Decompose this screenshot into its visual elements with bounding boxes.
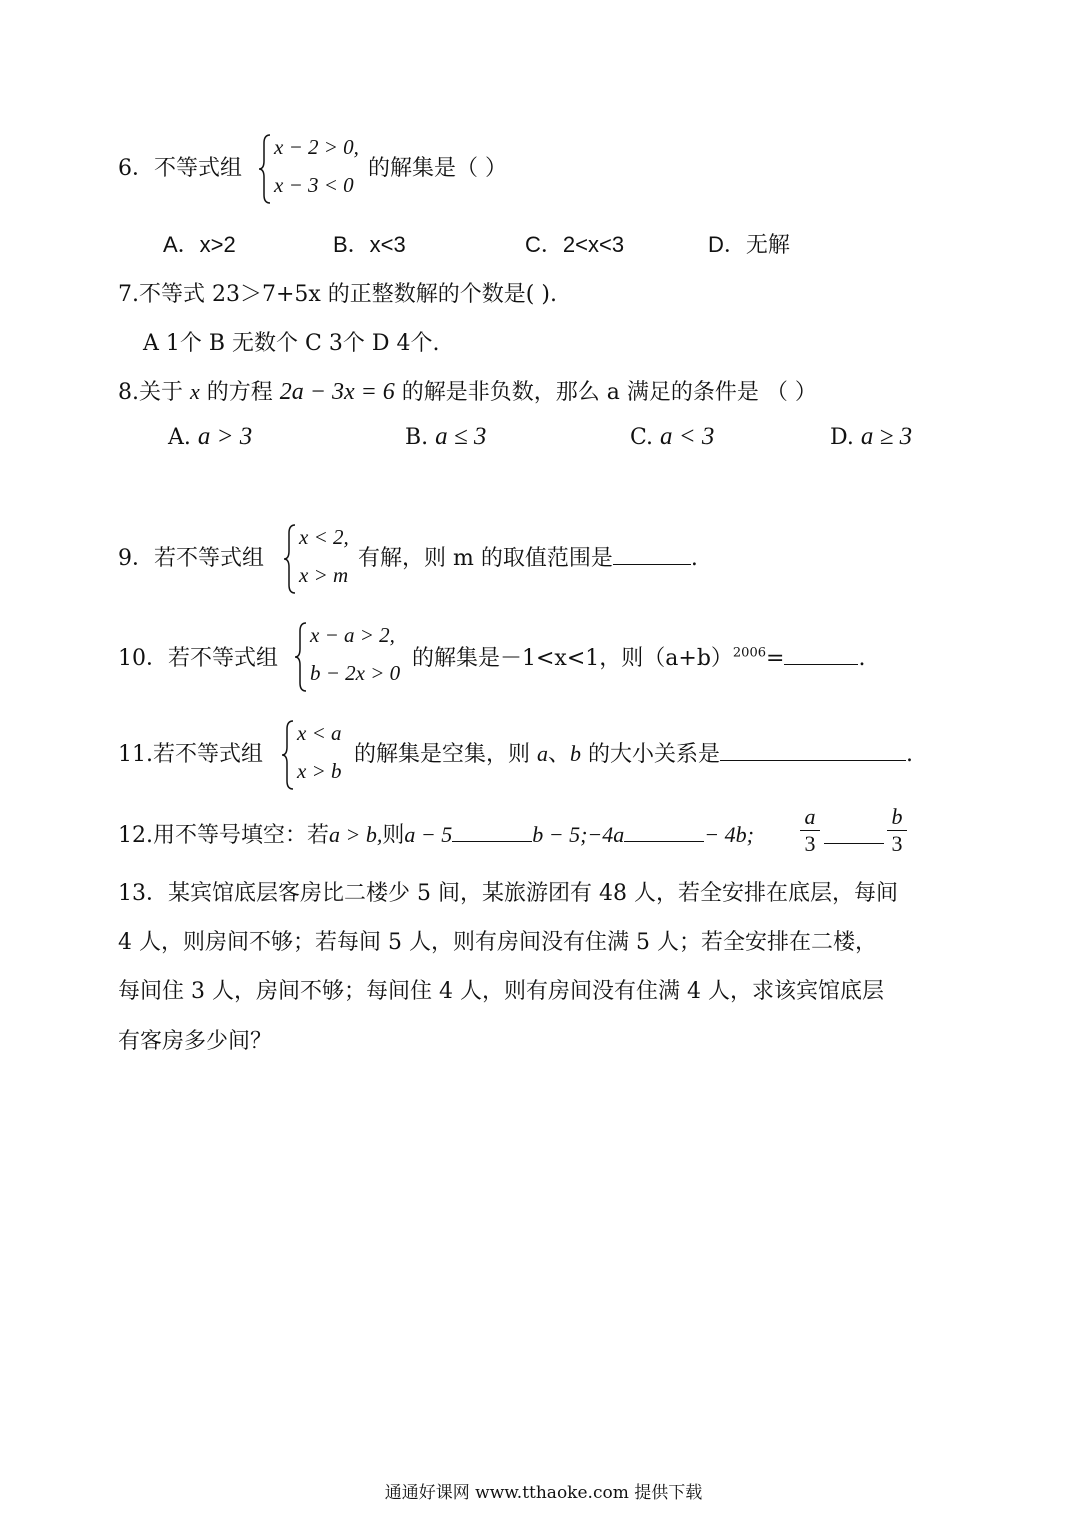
q12-blank-3[interactable] xyxy=(824,823,884,844)
q12-expr3: −4a xyxy=(587,822,625,847)
q9-suffix xyxy=(358,541,698,572)
q8-var: x xyxy=(189,379,200,404)
q6-option-d: D．无解 xyxy=(708,232,790,257)
q8-option-a-label: A. xyxy=(168,425,191,450)
q8-part1: 8.关于 xyxy=(118,380,190,405)
q8-text xyxy=(118,375,817,406)
q8-option-c-value: a < 3 xyxy=(660,423,715,450)
q11-separator: 、 xyxy=(548,742,571,767)
q13-line1: 13．某宾馆底层客房比二楼少 5 间，某旅游团有 48 人，若全安排在底层，每间 xyxy=(118,881,898,906)
q11-suffix xyxy=(354,737,913,768)
q10-end: . xyxy=(858,646,866,671)
q8-option-c-label: C. xyxy=(630,425,654,450)
q11-suffix-text1: 的解集是空集，则 xyxy=(354,742,537,767)
q6-system xyxy=(258,133,368,205)
q12-fraction-b-numerator: b xyxy=(887,804,907,831)
q6-option-b: B．x<3 xyxy=(333,232,406,257)
brace-icon xyxy=(258,133,272,205)
q12-fraction-b xyxy=(887,804,907,857)
q12-condition: a > b, xyxy=(329,822,383,847)
q10-line1: x − a > 2, xyxy=(310,623,395,647)
q10-answer-blank[interactable] xyxy=(784,644,858,665)
q12-fraction-a xyxy=(800,804,820,857)
brace-icon xyxy=(283,523,297,595)
q12-expr2: b − 5; xyxy=(532,822,588,847)
q12-then: 则 xyxy=(382,823,405,848)
q11-var-b: b xyxy=(570,741,582,766)
q6-line1: x − 2 > 0, xyxy=(274,135,359,159)
q11-line1: x < a xyxy=(297,721,342,745)
q13-line3: 每间住 3 人，房间不够；每间住 4 人，则有房间没有住满 4 人，求该宾馆底层 xyxy=(118,979,884,1004)
brace-icon xyxy=(294,621,308,693)
q9-line1: x < 2, xyxy=(299,525,349,549)
q11-line2: x > b xyxy=(297,759,342,783)
q12-line xyxy=(118,818,754,849)
q11-var-a: a xyxy=(537,741,548,766)
q11-suffix-text2: 的大小关系是 xyxy=(581,742,721,767)
q8-option-a xyxy=(168,423,252,451)
q6-option-a: A．x>2 xyxy=(163,232,236,257)
q7-text: 7.不等式 23＞7+5x 的正整数解的个数是( ). xyxy=(118,282,557,307)
q10-suffix-text: 的解集是－1<x<1，则（a+b） xyxy=(412,646,733,671)
q8-option-d xyxy=(830,423,912,451)
q8-option-c xyxy=(630,423,714,451)
q10-system xyxy=(294,621,414,693)
q6-suffix: 的解集是（ ） xyxy=(368,156,507,181)
q10-equals: = xyxy=(766,646,785,671)
q12-prefix: 12.用不等号填空：若 xyxy=(118,823,329,848)
q12-fraction-a-denominator: 3 xyxy=(804,831,816,856)
q8-equation: 2a − 3x = 6 xyxy=(279,379,395,405)
q9-line2: x > m xyxy=(299,563,349,587)
q7-options: A 1个 B 无数个 C 3个 D 4个. xyxy=(143,331,440,356)
q12-expr1: a − 5 xyxy=(404,822,453,847)
q6-prefix: 6．不等式组 xyxy=(118,156,242,181)
q11-end: . xyxy=(906,742,914,767)
q6-line2: x − 3 < 0 xyxy=(274,173,354,197)
q12-fraction-b-denominator: 3 xyxy=(891,831,903,856)
q10-prefix: 10．若不等式组 xyxy=(118,646,278,671)
q11-system xyxy=(281,719,361,791)
q9-answer-blank[interactable] xyxy=(613,544,691,565)
q8-part3: 的解是非负数，那么 a 满足的条件是 （ ） xyxy=(394,380,817,405)
q12-blank-1[interactable] xyxy=(452,821,532,842)
q8-option-b-value: a ≤ 3 xyxy=(435,423,487,450)
q12-expr4: − 4b; xyxy=(704,822,754,847)
brace-icon xyxy=(281,719,295,791)
q8-option-d-value: a ≥ 3 xyxy=(860,423,913,450)
q6-option-c: C．2<x<3 xyxy=(525,232,625,257)
q12-fraction-a-numerator: a xyxy=(800,804,820,831)
q9-end: . xyxy=(690,546,698,571)
q11-answer-blank[interactable] xyxy=(720,740,906,761)
q8-part2: 的方程 xyxy=(199,380,280,405)
q9-system xyxy=(283,523,363,595)
page-footer: 通通好课网 www.tthaoke.com 提供下载 xyxy=(384,1483,703,1503)
q9-prefix: 9．若不等式组 xyxy=(118,546,264,571)
q10-exponent: 2006 xyxy=(732,645,766,661)
q8-option-b xyxy=(405,423,486,451)
q12-blank-2[interactable] xyxy=(624,821,704,842)
q13-line2: 4 人，则房间不够；若每间 5 人，则有房间没有住满 5 人；若全安排在二楼， xyxy=(118,930,877,955)
q11-prefix: 11.若不等式组 xyxy=(118,742,263,767)
q8-option-b-label: B. xyxy=(405,425,429,450)
q10-suffix xyxy=(412,641,865,672)
q8-option-d-label: D. xyxy=(830,425,854,450)
q13-line4: 有客房多少间？ xyxy=(118,1029,273,1054)
q10-line2: b − 2x > 0 xyxy=(310,661,401,685)
q8-option-a-value: a > 3 xyxy=(197,423,253,450)
q9-suffix-text: 有解，则 m 的取值范围是 xyxy=(358,546,613,571)
